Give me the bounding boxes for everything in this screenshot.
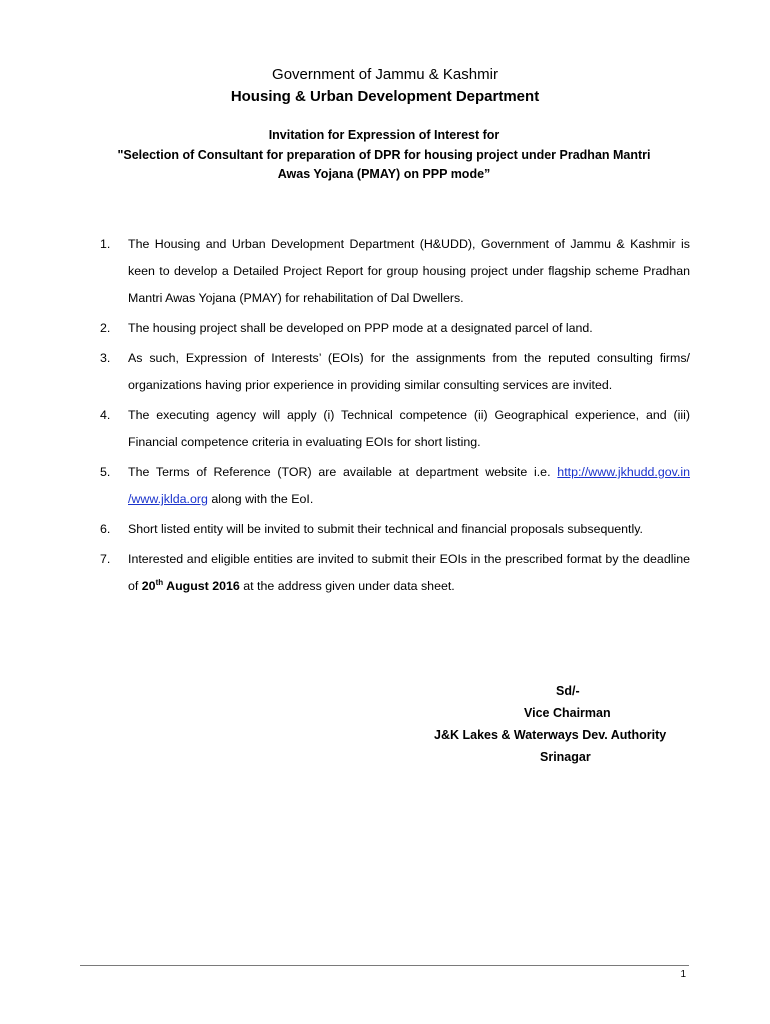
signatory-city: Srinagar [540, 750, 591, 764]
eoi-heading-line-2: "Selection of Consultant for preparation of DPR for housing project under Pradhan Mantri [117, 147, 651, 162]
eoi-heading-line-3: Awas Yojana (PMAY) on PPP mode” [277, 167, 491, 181]
submission-text: Interested and eligible entities are invited to submit their EOIs in the prescribed format by the deadline of [128, 552, 690, 593]
list-item-number: 2. [100, 321, 111, 335]
list-item [100, 516, 690, 543]
list-item-text: Short listed entity will be invited to submit their technical and financial proposals subsequently. [128, 522, 643, 536]
signatory-title: Vice Chairman [524, 706, 611, 720]
list-item-number: 1. [100, 237, 111, 251]
deadline-date [142, 579, 240, 593]
signature-sd: Sd/- [556, 684, 580, 698]
list-item [100, 402, 690, 456]
footer-divider [80, 965, 689, 966]
list-item-text [128, 546, 690, 600]
list-item-number: 5. [100, 465, 111, 479]
government-title: Government of Jammu & Kashmir [272, 66, 498, 83]
list-item-text: The Housing and Urban Development Department (H&UDD), Government of Jammu & Kashmir is keen to develop a Detailed Project Report for group housing project under flagship scheme Pradhan Mantri Awas Yojana (PMAY) for rehabilitation of Dal Dwellers. [128, 237, 690, 305]
deadline-ordinal: th [155, 577, 164, 587]
numbered-list [100, 231, 690, 603]
tor-text-after: along with the EoI. [207, 492, 314, 506]
list-item [100, 345, 690, 399]
eoi-heading [60, 126, 708, 185]
document-header [0, 64, 770, 108]
tor-text: The Terms of Reference (TOR) are available at department website i.e. [128, 465, 551, 479]
list-item-text: The housing project shall be developed on PPP mode at a designated parcel of land. [128, 321, 593, 335]
eoi-heading-line-1: Invitation for Expression of Interest for [268, 128, 500, 142]
list-item-text: The executing agency will apply (i) Technical competence (ii) Geographical experience, and (iii) Financial competence criteria in evaluating EOIs for short listing. [128, 408, 690, 449]
list-item-number: 4. [100, 408, 111, 422]
list-item [100, 459, 690, 513]
signatory-organization: J&K Lakes & Waterways Dev. Authority [434, 728, 667, 742]
list-item-text: As such, Expression of Interests’ (EOIs) for the assignments from the reputed consulting firms/ organizations having prior experience in providing similar consulting services are invited. [128, 351, 690, 392]
list-item-number: 7. [100, 552, 111, 566]
deadline-month-year: August 2016 [163, 579, 240, 593]
page-number: 1 [680, 969, 686, 980]
deadline-day: 20 [141, 579, 156, 593]
list-item [100, 315, 690, 342]
list-item-number: 3. [100, 351, 111, 365]
list-item [100, 231, 690, 312]
list-item [100, 546, 690, 600]
submission-text-after: at the address given under data sheet. [239, 579, 455, 593]
list-item-number: 6. [100, 522, 111, 536]
website-link[interactable]: http://www.jkhudd.gov.in /www.jklda.org [128, 465, 690, 506]
list-item-text [128, 459, 690, 513]
department-title: Housing & Urban Development Department [230, 88, 540, 105]
